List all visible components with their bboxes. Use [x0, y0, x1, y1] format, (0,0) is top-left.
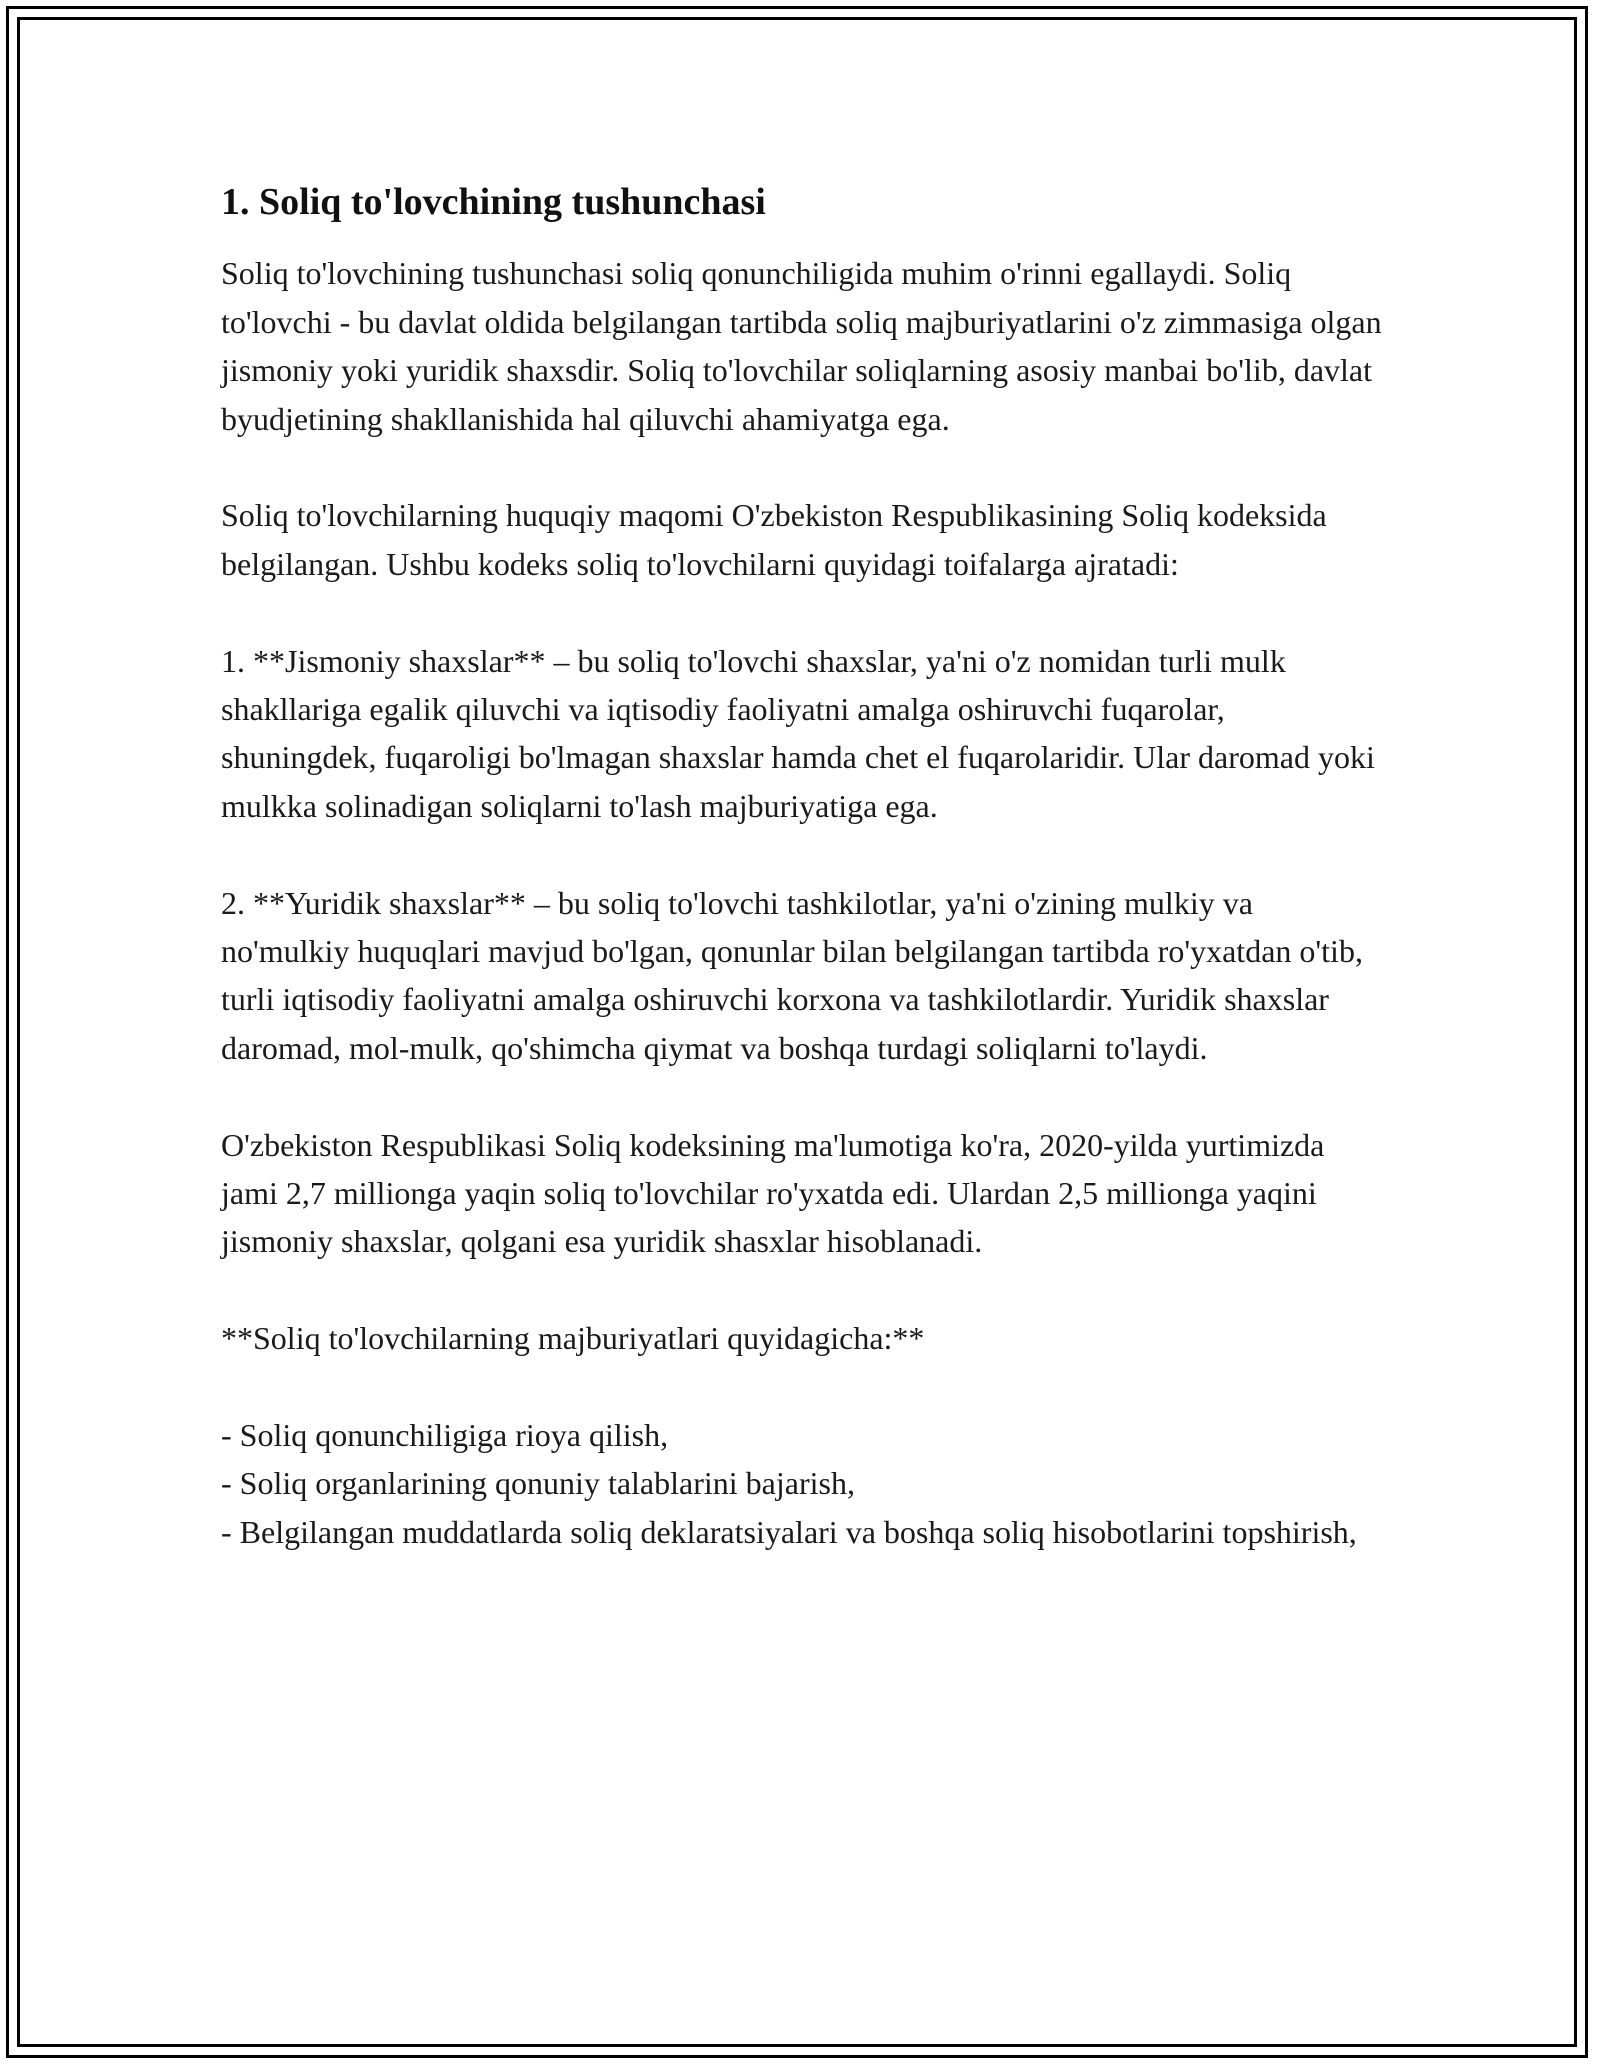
paragraph-statistics: O'zbekiston Respublikasi Soliq kodeksining ma'lumotiga ko'ra, 2020-yilda yurtimizda jami 2,7 millionga yaqin soliq to'lovchilar ro'yxatda edi. Ulardan 2,5 millionga yaqini jismoniy shaxslar, qolgani esa yuridik shasxlar hisoblanadi.: [221, 1126, 1325, 1260]
paragraph-obligations-heading: **Soliq to'lovchilarning majburiyatlari quyidagicha:**: [221, 1320, 925, 1357]
list-item: - Belgilangan muddatlarda soliq deklaratsiyalari va boshqa soliq hisobotlarini topshirish,: [221, 1513, 1357, 1550]
list-item: - Soliq organlarining qonuniy talablarini bajarish,: [221, 1465, 855, 1502]
paragraph-legal-entities: 2. **Yuridik shaxslar** – bu soliq to'lovchi tashkilotlar, ya'ni o'zining mulkiy va no'mulkiy huquqlari mavjud bo'lgan, qonunlar bilan belgilangan tartibda ro'yxatdan o'tib, turli iqtisodiy faoliyatni amalga oshiruvchi korxona va tashkilotlardir. Yuridik shaxslar daromad, mol-mulk, qo'shimcha qiymat va boshqa turdagi soliqlarni to'laydi.: [221, 884, 1363, 1066]
paragraph-individuals: 1. **Jismoniy shaxslar** – bu soliq to'lovchi shaxslar, ya'ni o'z nomidan turli mulk shakllariga egalik qiluvchi va iqtisodiy faoliyatni amalga oshiruvchi fuqarolar, shuningdek, fuqaroligi bo'lmagan shaxslar hamda chet el fuqarolaridir. Ular daromad yoki mulkka solinadigan soliqlarni to'lash majburiyatiga ega.: [221, 642, 1375, 824]
list-item: - Soliq qonunchiligiga rioya qilish,: [221, 1417, 669, 1454]
paragraph-taxpayer-concept: Soliq to'lovchining tushunchasi soliq qonunchiligida muhim o'rinni egallaydi. Soliq to'lovchi - bu davlat oldida belgilangan tartibda soliq majburiyatlarini o'z zimmasiga olgan jismoniy yoki yuridik shaxsdir. Soliq to'lovchilar soliqlarning asosiy manbai bo'lib, davlat byudjetining shakllanishida hal qiluvchi ahamiyatga ega.: [221, 255, 1382, 437]
paragraph-legal-status: Soliq to'lovchilarning huquqiy maqomi O'zbekiston Respublikasining Soliq kodeksida belgilangan. Ushbu kodeks soliq to'lovchilarni quyidagi toifalarga ajratadi:: [221, 497, 1327, 582]
section-heading: 1. Soliq to'lovchining tushunchasi: [221, 181, 766, 223]
obligations-list: [221, 1411, 1383, 1556]
document-body: [221, 178, 1383, 1556]
